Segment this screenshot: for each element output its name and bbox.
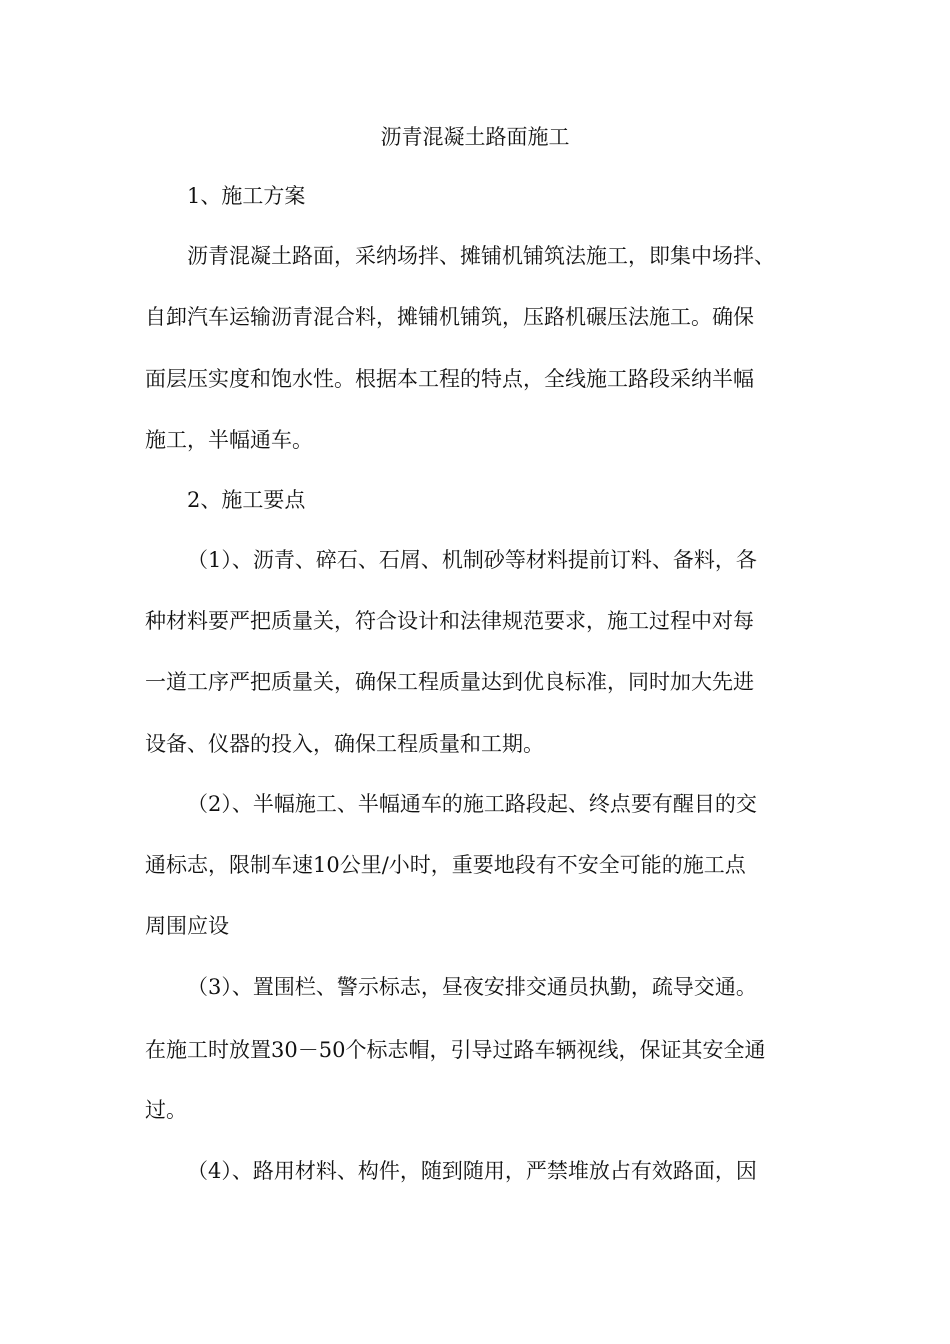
- paragraph-line: 沥青混凝土路面，采纳场拌、摊铺机铺筑法施工，即集中场拌、: [187, 244, 775, 268]
- paragraph-line: （2）、半幅施工、半幅通车的施工路段起、终点要有醒目的交: [187, 792, 757, 816]
- paragraph-line: 一道工序严把质量关，确保工程质量达到优良标准，同时加大先进: [145, 670, 754, 694]
- section-heading-2: 2、施工要点: [187, 488, 306, 512]
- document-title: 沥青混凝土路面施工: [380, 125, 570, 149]
- paragraph-line: 通标志，限制车速10公里/小时，重要地段有不安全可能的施工点: [145, 853, 746, 877]
- paragraph-line: 面层压实度和饱水性。根据本工程的特点，全线施工路段采纳半幅: [145, 367, 754, 391]
- paragraph-line: 过。: [145, 1098, 187, 1122]
- paragraph-line: 在施工时放置30－50个标志帽，引导过路车辆视线，保证其安全通: [145, 1038, 766, 1062]
- paragraph-line: 种材料要严把质量关，符合设计和法律规范要求，施工过程中对每: [145, 609, 754, 633]
- paragraph-line: 施工，半幅通车。: [145, 428, 313, 452]
- paragraph-line: 自卸汽车运输沥青混合料，摊铺机铺筑，压路机碾压法施工。确保: [145, 305, 754, 329]
- section-heading-1: 1、施工方案: [187, 184, 306, 208]
- paragraph-line: （4）、路用材料、构件，随到随用，严禁堆放占有效路面，因: [187, 1159, 757, 1183]
- paragraph-line: （1）、沥青、碎石、石屑、机制砂等材料提前订料、备料，各: [187, 548, 757, 572]
- paragraph-line: （3）、置围栏、警示标志，昼夜安排交通员执勤，疏导交通。: [187, 975, 757, 999]
- paragraph-line: 设备、仪器的投入，确保工程质量和工期。: [145, 732, 544, 756]
- paragraph-line: 周围应设: [145, 914, 229, 938]
